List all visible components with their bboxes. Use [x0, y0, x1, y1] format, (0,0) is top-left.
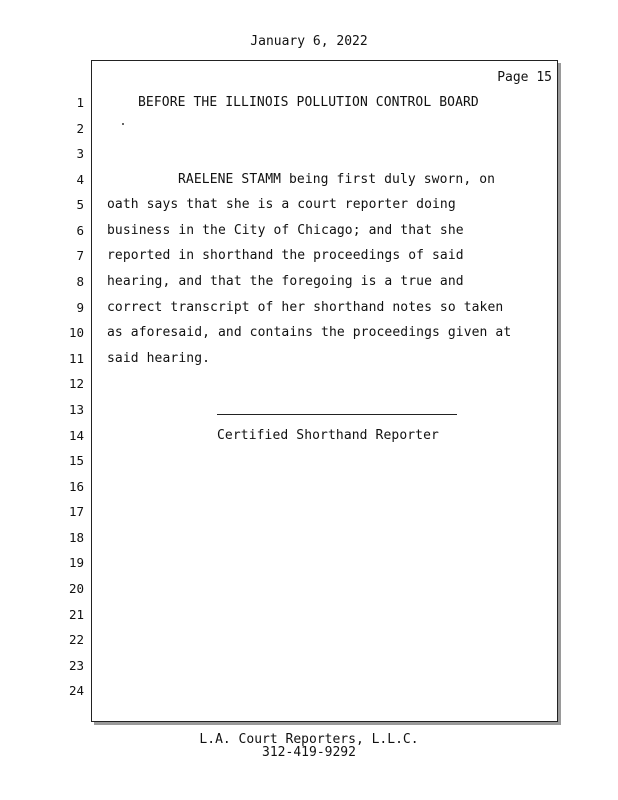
board-heading: BEFORE THE ILLINOIS POLLUTION CONTROL BOARD	[138, 95, 479, 110]
transcript-line-5: oath says that she is a court reporter doing	[107, 197, 456, 212]
footer-phone: 312-419-9292	[262, 745, 356, 760]
signature-caption: Certified Shorthand Reporter	[217, 428, 439, 443]
transcript-line-9: correct transcript of her shorthand notes so taken	[107, 300, 504, 315]
line-number-2: 2	[76, 121, 84, 136]
stray-mark	[122, 123, 124, 125]
line-number-4: 4	[76, 172, 84, 187]
transcript-line-10: as aforesaid, and contains the proceedings given at	[107, 325, 512, 340]
signature-line	[217, 414, 457, 415]
line-number-24: 24	[68, 683, 84, 698]
line-number-3: 3	[76, 146, 84, 161]
footer-company: L.A. Court Reporters, L.L.C.	[199, 732, 419, 747]
line-number-9: 9	[76, 300, 84, 315]
line-number-23: 23	[68, 658, 84, 673]
line-number-22: 22	[68, 632, 84, 647]
line-number-8: 8	[76, 274, 84, 289]
footer	[0, 733, 618, 759]
page-number: Page 15	[497, 70, 552, 85]
transcript-line-4: RAELENE STAMM being first duly sworn, on	[178, 172, 496, 187]
line-number-18: 18	[68, 530, 84, 545]
line-number-11: 11	[68, 351, 84, 366]
transcript-line-7: reported in shorthand the proceedings of said	[107, 248, 464, 263]
line-number-20: 20	[68, 581, 84, 596]
line-number-17: 17	[68, 504, 84, 519]
line-number-12: 12	[68, 376, 84, 391]
transcript-line-11: said hearing.	[107, 351, 211, 366]
line-number-13: 13	[68, 402, 84, 417]
line-number-6: 6	[76, 223, 84, 238]
line-number-10: 10	[68, 325, 84, 340]
transcript-line-6: business in the City of Chicago; and that she	[107, 223, 464, 238]
transcript-line-8: hearing, and that the foregoing is a true and	[107, 274, 464, 289]
line-number-19: 19	[68, 555, 84, 570]
header-date: January 6, 2022	[250, 34, 368, 49]
line-number-15: 15	[68, 453, 84, 468]
line-number-16: 16	[68, 479, 84, 494]
line-number-7: 7	[76, 248, 84, 263]
line-number-14: 14	[68, 428, 84, 443]
line-number-5: 5	[76, 197, 84, 212]
transcript-page	[91, 60, 558, 722]
line-number-21: 21	[68, 607, 84, 622]
line-number-1: 1	[76, 95, 84, 110]
